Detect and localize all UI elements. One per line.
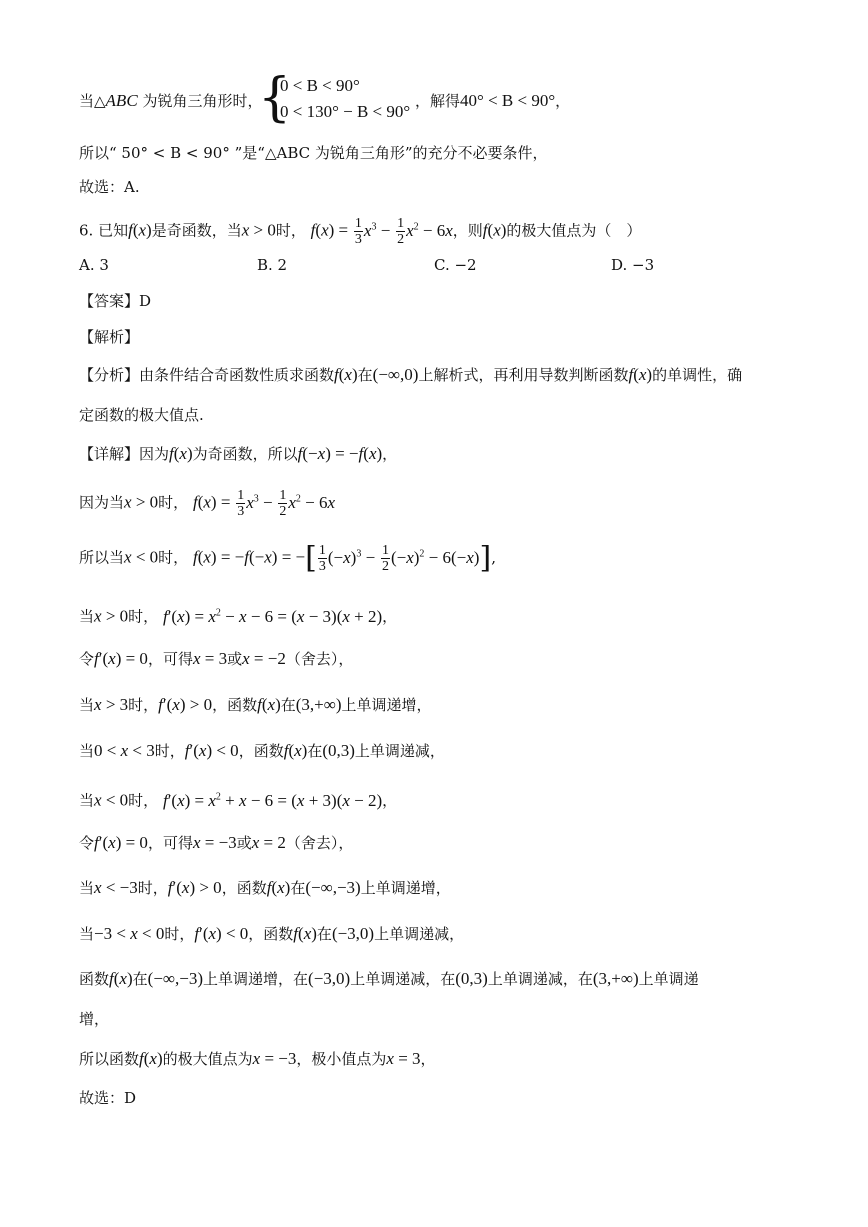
option-b: B. 2 — [257, 256, 288, 274]
analysis-line-1: 【分析】由条件结合奇函数性质求函数f(x)在(−∞,0)上解析式，再利用导数判断函数f(x)的单调性，确 — [79, 365, 743, 384]
text: ， — [420, 1050, 436, 1068]
text: 令 — [79, 650, 95, 668]
text: 令 — [79, 834, 95, 852]
option-a: A. 3 — [79, 256, 109, 274]
answer-label: 【答案】D — [79, 292, 152, 310]
detail-line-15: 故选：D — [79, 1089, 137, 1107]
text: 上单调递增， — [360, 879, 451, 897]
text: 时， — [128, 607, 159, 626]
text: 时， — [158, 548, 189, 567]
option-d: D. −3 — [611, 256, 655, 274]
system-row-2: 0 < 130° − B < 90° — [280, 102, 411, 121]
text: 的单调性，确 — [652, 366, 743, 384]
text: 因为当 — [79, 493, 125, 512]
text: ，极小值点为 — [296, 1050, 387, 1068]
detail-line-14: 所以函数f(x)的极大值点为x = −3，极小值点为x = 3， — [79, 1049, 436, 1068]
analysis-label: 【解析】 — [79, 328, 140, 346]
analysis-line-2: 定函数的极大值点. — [79, 406, 204, 424]
detail-line-8: 当x < 0时， $f'(x) = x^2 + x - 6 = (x + 3)(x - 2)$， — [79, 790, 398, 810]
text: ，函数 — [212, 696, 258, 714]
text: ，可得 — [147, 834, 193, 852]
text: 函数 — [79, 970, 110, 988]
text: 时， — [158, 493, 189, 512]
math: 40° < B < 90° — [460, 91, 556, 110]
text: 在 — [280, 696, 296, 714]
text-line-1: 当△ABC 为锐角三角形时， — [79, 91, 263, 110]
text: 所以当 — [79, 548, 125, 567]
option-c: C. −2 — [434, 256, 477, 274]
text: 时， — [154, 742, 185, 760]
text: 在 — [316, 925, 332, 943]
detail-line-2: 因为当x > 0时， f(x) = $\frac{1}{3}$ $x^3$ − $\frac{1}{2}$ $x^2 - 6x$ — [79, 488, 336, 520]
detail-line-6: 当x > 3时，f′(x) > 0，函数f(x)在(3,+∞)上单调递增， — [79, 695, 432, 714]
text: ，函数 — [248, 925, 294, 943]
text: 当 — [79, 742, 95, 760]
detail-line-1: 【详解】因为f(x)为奇函数，所以f(−x) = −f(x)， — [79, 444, 398, 463]
text: 所以函数 — [79, 1050, 140, 1068]
text: 上单调递减， — [354, 742, 445, 760]
detail-line-5: 令f′(x) = 0，可得x = 3或x = −2（舍去）， — [79, 649, 354, 668]
text: 【分析】由条件结合奇函数性质求函数 — [79, 366, 335, 384]
text: 或 — [227, 650, 243, 668]
text: 当 — [79, 879, 95, 897]
text: ，解得 — [415, 92, 461, 110]
text: ， — [555, 92, 571, 110]
text: 在 — [357, 366, 373, 384]
detail-line-11: 当−3 < x < 0时，f′(x) < 0，函数f(x)在(−3,0)上单调递减， — [79, 924, 465, 943]
text: 为锐角三角形时， — [142, 92, 263, 110]
detail-line-3: 所以当x < 0时， f(x) = −f(−x) = −[ $\frac{1}{3}$ $(-x)^3$ − $\frac{1}{2}$ $(-x)^2 - 6(-x)$], — [79, 540, 496, 576]
text: 时， — [164, 925, 195, 943]
text: 上单调递减，在 — [350, 970, 456, 988]
text: 在 — [290, 879, 306, 897]
text: 当 — [79, 696, 95, 714]
text: 在 — [132, 970, 148, 988]
text: 当 — [79, 791, 95, 810]
text: 当△ — [79, 92, 106, 110]
question-6: 6. 已知f(x)是奇函数，当x > 0时， f(x) = $\frac{1}{3}$ $x^3$ − $\frac{1}{2}$ $x^2 - 6x$，则f(x)的极大值点为（ ） — [79, 216, 642, 248]
text: 时， — [275, 221, 306, 240]
text: 是奇函数，当 — [151, 221, 242, 240]
text-line-1-tail — [415, 90, 570, 112]
text: ， — [382, 445, 398, 463]
text: ，函数 — [238, 742, 284, 760]
text: 上单调递减，在 — [487, 970, 593, 988]
detail-line-4: 当x > 0时， $f'(x) = x^2 - x - 6 = (x - 3)(x + 2)$， — [79, 606, 398, 626]
detail-line-12: 函数f(x)在(−∞,−3)上单调递增，在(−3,0)上单调递减，在(0,3)上单调递减，在(3,+∞)上单调递 — [79, 969, 699, 988]
text: 在 — [307, 742, 323, 760]
text: 或 — [236, 834, 252, 852]
text: 上单调递 — [638, 970, 699, 988]
text: 【详解】因为 — [79, 445, 170, 463]
detail-line-7: 当0 < x < 3时，f′(x) < 0，函数f(x)在(0,3)上单调递减， — [79, 741, 445, 760]
text: 当 — [79, 925, 95, 943]
text: ，则 — [452, 221, 483, 240]
text-line-2: 所以“ 50° < B < 90° ”是“△ABC 为锐角三角形”的充分不必要条件， — [79, 144, 548, 162]
text: 6. 已知 — [79, 221, 129, 240]
text: 的极大值点为 — [162, 1050, 253, 1068]
text: 为奇函数，所以 — [192, 445, 298, 463]
system-row-1: 0 < B < 90° — [280, 76, 360, 95]
detail-line-9: 令f′(x) = 0，可得x = −3或x = 2（舍去）， — [79, 833, 354, 852]
text: 的极大值点为（ ） — [506, 221, 642, 240]
text: 时， — [128, 696, 159, 714]
text: 时， — [137, 879, 168, 897]
text: 当 — [79, 607, 95, 626]
text-line-3: 故选：A. — [79, 178, 140, 196]
text: 时， — [128, 791, 159, 810]
text: 上单调递增，在 — [203, 970, 309, 988]
text: 上单调递增， — [341, 696, 432, 714]
detail-line-10: 当x < −3时，f′(x) > 0，函数f(x)在(−∞,−3)上单调递增， — [79, 878, 451, 897]
text: （舍去）， — [285, 834, 354, 852]
text: 上单调递减， — [374, 925, 465, 943]
text: （舍去）， — [285, 650, 354, 668]
detail-line-13: 增， — [79, 1010, 110, 1028]
text: ，函数 — [221, 879, 267, 897]
text: 上解析式，再利用导数判断函数 — [418, 366, 629, 384]
text: ，可得 — [147, 650, 193, 668]
